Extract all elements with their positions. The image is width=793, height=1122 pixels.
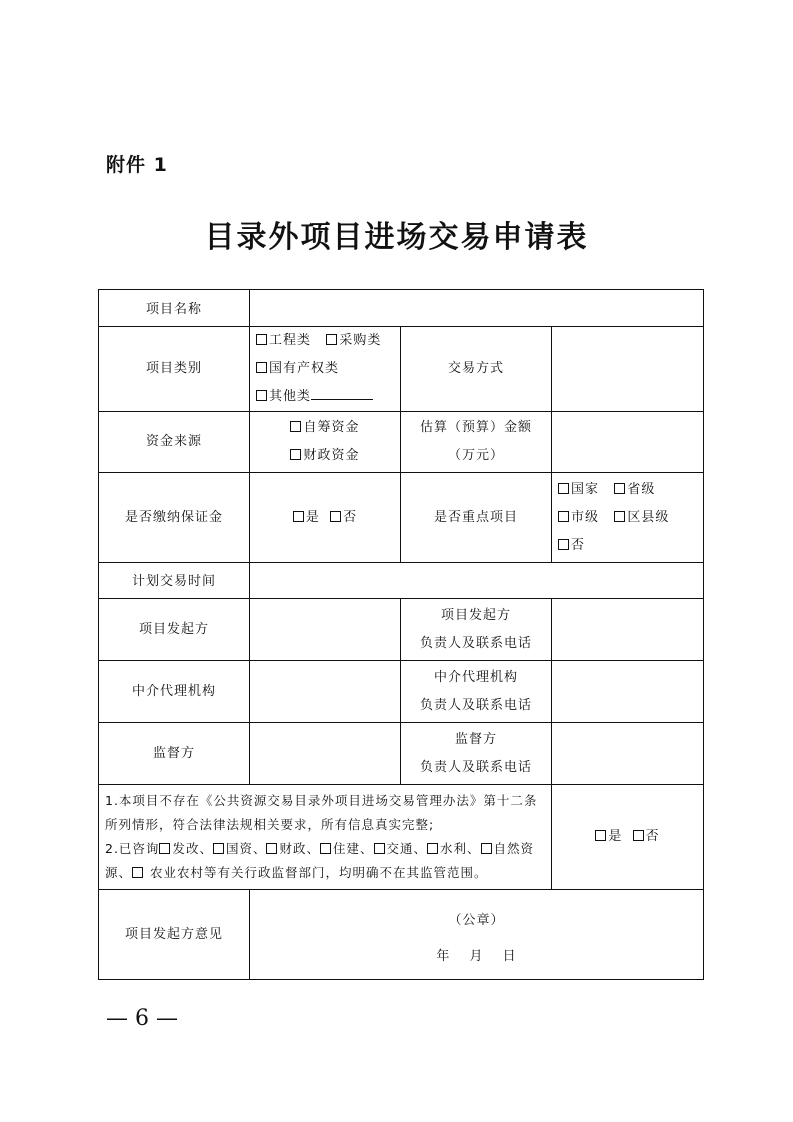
checkbox[interactable] [293,511,304,522]
estimate-label-line2: （万元） [447,448,504,463]
fund-source-options [250,412,401,473]
statement-text: 自然资源、 [105,841,535,880]
checkbox[interactable] [256,362,267,373]
plan-time-label: 计划交易时间 [99,563,250,599]
seal-label: （公章） [448,912,505,928]
checkbox[interactable] [256,390,267,401]
project-name-field[interactable] [250,290,704,327]
option-yes: 是 [305,509,320,525]
option-yes: 是 [608,829,623,844]
page-number: — 6 — [106,1006,178,1031]
supervisor-contact-label [401,723,552,785]
option-national: 国家 [571,481,600,497]
project-category-label: 项目类别 [99,327,250,412]
initiator-contact-field[interactable] [552,599,704,661]
checkbox[interactable] [290,421,301,432]
checkbox[interactable] [595,830,606,841]
agency-contact-line1: 中介代理机构 [433,669,518,685]
checkbox[interactable] [326,334,337,345]
deposit-label: 是否缴纳保证金 [99,473,250,563]
initiator-label: 项目发起方 [99,599,250,661]
option-no: 否 [343,509,358,525]
option-county: 区县级 [627,509,670,525]
compliance-options [552,785,704,890]
statement-text: 农业农村等有关行政监督部门，均明确不在其监管范围。 [145,865,488,880]
checkbox[interactable] [330,511,341,522]
option-no: 否 [645,829,660,844]
option-provincial: 省级 [627,481,656,497]
form-title: 目录外项目进场交易申请表 [204,220,589,255]
agency-contact-line2: 负责人及联系电话 [419,697,532,713]
checkbox[interactable] [558,539,569,550]
estimate-field[interactable] [552,412,704,473]
option-engineering: 工程类 [269,333,312,348]
estimate-label-line1: 估算（预算）金额 [419,420,532,435]
application-form-table [98,289,704,980]
checkbox[interactable] [320,843,331,854]
checkbox[interactable] [633,830,644,841]
checkbox[interactable] [256,334,267,345]
statement-text: 2.已咨询 [105,841,160,856]
checkbox[interactable] [614,483,625,494]
fund-source-label: 资金来源 [99,412,250,473]
option-procurement: 采购类 [339,333,382,348]
option-fiscal-funded: 财政资金 [303,448,360,463]
statement-item-1: 1.本项目不存在《公共资源交易目录外项目进场交易管理办法》第十二条所列情形，符合法律法规相关要求，所有信息真实完整; [105,793,538,832]
statement-item-2 [105,837,545,885]
checkbox[interactable] [213,843,224,854]
other-fill-line[interactable] [311,388,373,400]
initiator-contact-line2: 负责人及联系电话 [419,635,532,651]
statement-text: 交通、 [386,841,428,856]
estimate-label [401,412,552,473]
agency-field[interactable] [250,661,401,723]
supervisor-contact-line1: 监督方 [454,731,497,747]
agency-contact-label [401,661,552,723]
project-name-label: 项目名称 [99,290,250,327]
checkbox[interactable] [481,843,492,854]
key-project-label: 是否重点项目 [401,473,552,563]
supervisor-field[interactable] [250,723,401,785]
attachment-label: 附件 1 [106,154,168,176]
statement-text: 财政、 [279,841,320,856]
initiator-contact-line1: 项目发起方 [440,607,511,623]
statement-text: 发改、 [172,841,213,856]
statement-text: 住建、 [332,841,374,856]
project-category-options [250,327,401,412]
deposit-options [250,473,401,563]
agency-label: 中介代理机构 [99,661,250,723]
checkbox[interactable] [614,511,625,522]
checkbox[interactable] [132,867,143,878]
agency-contact-field[interactable] [552,661,704,723]
option-state-property: 国有产权类 [269,361,340,376]
option-other: 其他类 [269,389,312,404]
checkbox[interactable] [266,843,277,854]
compliance-statement [99,785,552,890]
trade-method-field[interactable] [552,327,704,412]
checkbox[interactable] [558,511,569,522]
option-city: 市级 [571,509,600,525]
opinion-label: 项目发起方意见 [99,890,250,980]
trade-method-label: 交易方式 [401,327,552,412]
checkbox[interactable] [374,843,385,854]
checkbox[interactable] [290,449,301,460]
option-self-funded: 自筹资金 [303,420,360,435]
statement-text: 水利、 [440,841,481,856]
key-project-options [552,473,704,563]
statement-text: 国资、 [225,841,267,856]
opinion-field[interactable] [250,890,704,980]
initiator-field[interactable] [250,599,401,661]
date-label: 年 月 日 [436,948,517,964]
supervisor-contact-line2: 负责人及联系电话 [419,759,532,775]
supervisor-contact-field[interactable] [552,723,704,785]
checkbox[interactable] [558,483,569,494]
option-none: 否 [571,537,586,553]
initiator-contact-label [401,599,552,661]
plan-time-field[interactable] [250,563,704,599]
checkbox[interactable] [427,843,438,854]
checkbox[interactable] [159,843,170,854]
supervisor-label: 监督方 [99,723,250,785]
